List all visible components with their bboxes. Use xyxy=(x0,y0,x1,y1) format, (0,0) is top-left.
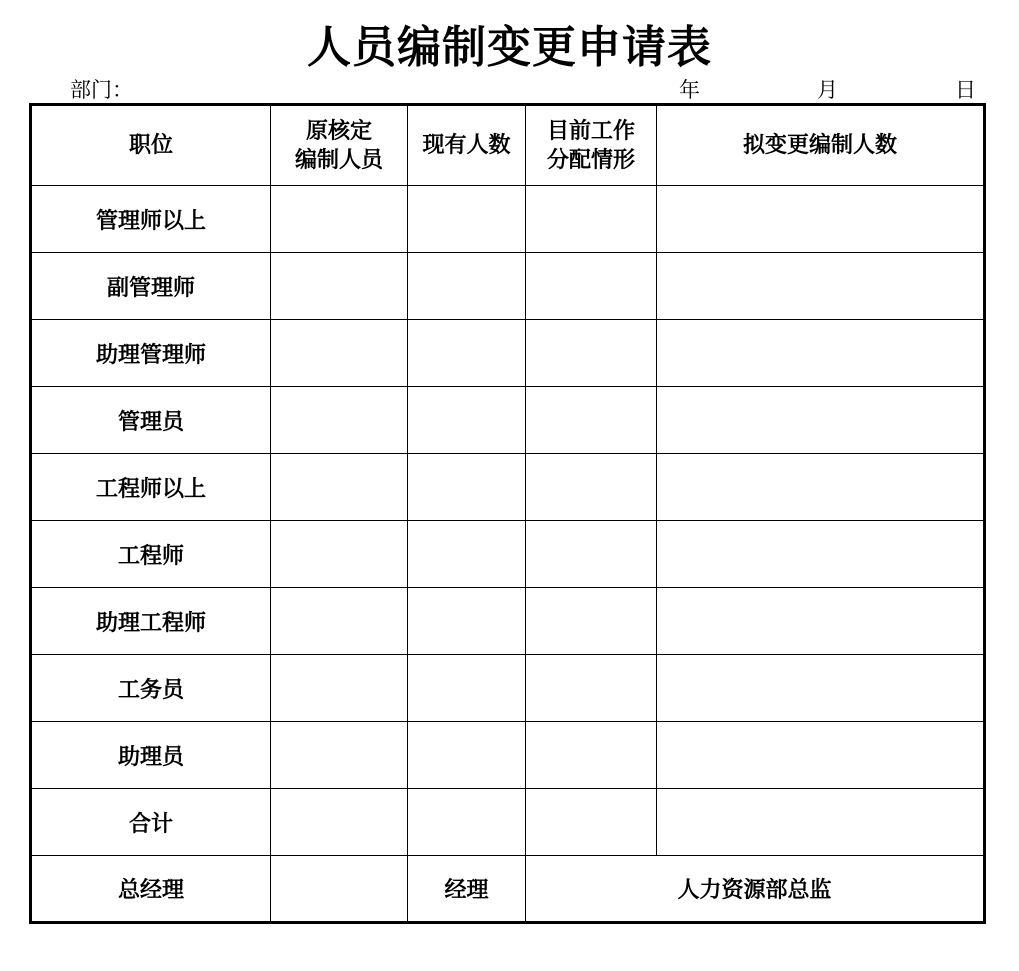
row-position-label: 管理师以上 xyxy=(31,186,271,253)
original-staffing-cell[interactable] xyxy=(271,387,408,454)
original-staffing-cell[interactable] xyxy=(271,320,408,387)
proposed-count-cell[interactable] xyxy=(657,789,985,856)
original-staffing-cell[interactable] xyxy=(271,253,408,320)
proposed-count-cell[interactable] xyxy=(657,387,985,454)
proposed-count-cell[interactable] xyxy=(657,722,985,789)
current-count-cell[interactable] xyxy=(408,588,526,655)
original-staffing-cell[interactable] xyxy=(271,454,408,521)
header-position xyxy=(31,105,271,186)
work-allocation-cell[interactable] xyxy=(526,387,657,454)
work-allocation-cell[interactable] xyxy=(526,253,657,320)
work-allocation-cell[interactable] xyxy=(526,521,657,588)
header-proposed-text: 拟变更编制人数 xyxy=(742,133,897,158)
staffing-change-table xyxy=(29,103,986,924)
hr-director-label: 人力资源部总监 xyxy=(526,856,985,923)
original-staffing-cell[interactable] xyxy=(271,655,408,722)
table-row xyxy=(31,521,985,588)
row-position-label: 助理管理师 xyxy=(31,320,271,387)
header-row xyxy=(31,105,985,186)
proposed-count-cell[interactable] xyxy=(657,521,985,588)
proposed-count-cell[interactable] xyxy=(657,454,985,521)
header-original-staffing xyxy=(271,105,408,186)
department-label: 部门： xyxy=(70,78,133,102)
manager-label: 经理 xyxy=(408,856,526,923)
proposed-count-cell[interactable] xyxy=(657,253,985,320)
current-count-cell[interactable] xyxy=(408,521,526,588)
row-position-label: 副管理师 xyxy=(31,253,271,320)
original-staffing-cell[interactable] xyxy=(271,789,408,856)
work-allocation-cell[interactable] xyxy=(526,722,657,789)
proposed-count-cell[interactable] xyxy=(657,655,985,722)
header-work-allocation xyxy=(526,105,657,186)
header-current-text: 现有人数 xyxy=(422,133,511,158)
row-position-label: 助理工程师 xyxy=(31,588,271,655)
table-row xyxy=(31,588,985,655)
table-row xyxy=(31,722,985,789)
original-staffing-cell[interactable] xyxy=(271,722,408,789)
current-count-cell[interactable] xyxy=(408,253,526,320)
header-original-line1: 原核定 xyxy=(305,118,372,144)
month-label: 月 xyxy=(817,78,838,102)
row-position-label: 助理员 xyxy=(31,722,271,789)
proposed-count-cell[interactable] xyxy=(657,588,985,655)
row-position-label: 工程师以上 xyxy=(31,454,271,521)
header-work-line1: 目前工作 xyxy=(546,118,635,144)
signature-row xyxy=(31,856,985,923)
header-proposed-count xyxy=(657,105,985,186)
header-position-text: 职位 xyxy=(128,133,173,158)
current-count-cell[interactable] xyxy=(408,722,526,789)
year-label: 年 xyxy=(679,78,700,102)
work-allocation-cell[interactable] xyxy=(526,454,657,521)
current-count-cell[interactable] xyxy=(408,320,526,387)
row-position-label: 工程师 xyxy=(31,521,271,588)
proposed-count-cell[interactable] xyxy=(657,320,985,387)
table-row xyxy=(31,320,985,387)
table-row xyxy=(31,454,985,521)
original-staffing-cell[interactable] xyxy=(271,521,408,588)
row-position-label: 工务员 xyxy=(31,655,271,722)
total-row xyxy=(31,789,985,856)
proposed-count-cell[interactable] xyxy=(657,186,985,253)
work-allocation-cell[interactable] xyxy=(526,655,657,722)
general-manager-label: 总经理 xyxy=(31,856,271,923)
current-count-cell[interactable] xyxy=(408,454,526,521)
original-staffing-cell[interactable] xyxy=(271,588,408,655)
table-row xyxy=(31,253,985,320)
original-staffing-cell[interactable] xyxy=(271,186,408,253)
current-count-cell[interactable] xyxy=(408,655,526,722)
current-count-cell[interactable] xyxy=(408,789,526,856)
header-original-line2: 编制人员 xyxy=(294,147,383,173)
work-allocation-cell[interactable] xyxy=(526,588,657,655)
work-allocation-cell[interactable] xyxy=(526,789,657,856)
work-allocation-cell[interactable] xyxy=(526,186,657,253)
form-title: 人员编制变更申请表 xyxy=(307,22,712,73)
work-allocation-cell[interactable] xyxy=(526,320,657,387)
day-label: 日 xyxy=(955,78,976,102)
general-manager-signature-cell[interactable] xyxy=(271,856,408,923)
table-row xyxy=(31,387,985,454)
row-position-label: 合计 xyxy=(31,789,271,856)
row-position-label: 管理员 xyxy=(31,387,271,454)
current-count-cell[interactable] xyxy=(408,186,526,253)
current-count-cell[interactable] xyxy=(408,387,526,454)
table-row xyxy=(31,186,985,253)
header-current-count xyxy=(408,105,526,186)
header-work-line2: 分配情形 xyxy=(546,147,635,173)
table-row xyxy=(31,655,985,722)
